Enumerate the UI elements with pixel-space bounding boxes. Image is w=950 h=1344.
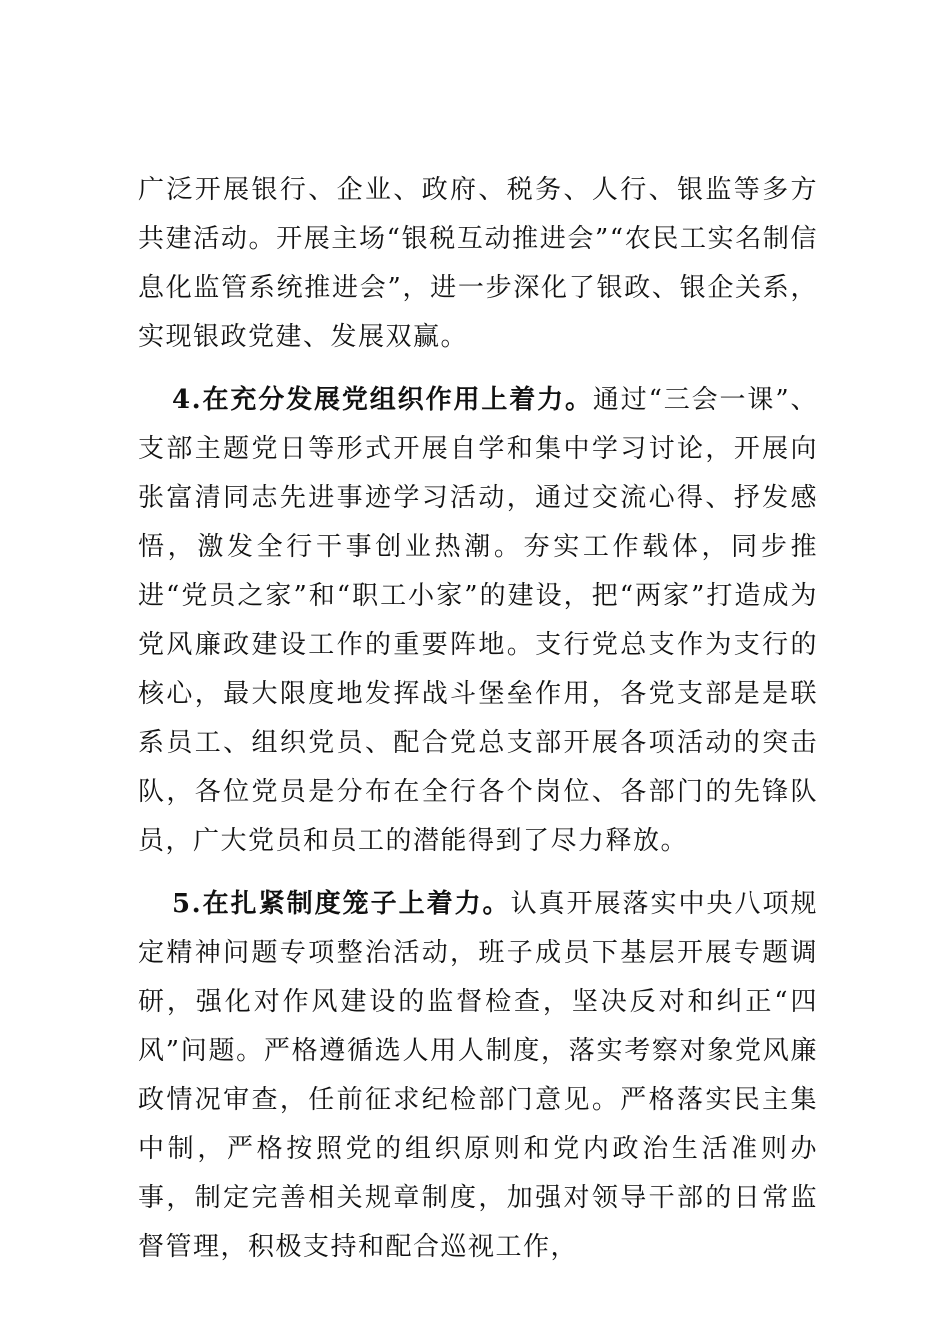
paragraph-text: 通过“三会一课”、支部主题党日等形式开展自学和集中学习讨论，开展向张富清同志先进事迹学习活动，通过交流心得、抒发感悟，激发全行干事创业热潮。夯实工作载体，同步推进“党员之家”和“职工小家”的建设，把“两家”打造成为党风廉政建设工作的重要阵地。支行党总支作为支行的核心，最大限度地发挥战斗堡垒作用，各党支部是是联系员工、组织党员、配合党总支部开展各项活动的突击队，各位党员是分布在全行各个岗位、各部门的先锋队员，广大党员和员工的潜能得到了尽力释放。 — [138, 385, 818, 856]
paragraph-heading: 4.在充分发展党组织作用上着力。 — [172, 385, 593, 415]
paragraph-heading: 5.在扎紧制度笼子上着力。 — [172, 889, 511, 919]
paragraph-item-5 — [138, 880, 818, 1272]
paragraph-item-4 — [138, 376, 818, 866]
document-body — [138, 166, 818, 1272]
paragraph-text: 认真开展落实中央八项规定精神问题专项整治活动，班子成员下基层开展专题调研，强化对作风建设的监督检查，坚决反对和纠正“四风”问题。严格遵循选人用人制度，落实考察对象党风廉政情况审查，任前征求纪检部门意见。严格落实民主集中制，严格按照党的组织原则和党内政治生活准则办事，制定完善相关规章制度，加强对领导干部的日常监督管理，积极支持和配合巡视工作， — [138, 889, 818, 1262]
paragraph-text: 广泛开展银行、企业、政府、税务、人行、银监等多方共建活动。开展主场“银税互动推进会”“农民工实名制信息化监管系统推进会”，进一步深化了银政、银企关系，实现银政党建、发展双赢。 — [138, 175, 818, 352]
paragraph-continuation — [138, 166, 818, 362]
